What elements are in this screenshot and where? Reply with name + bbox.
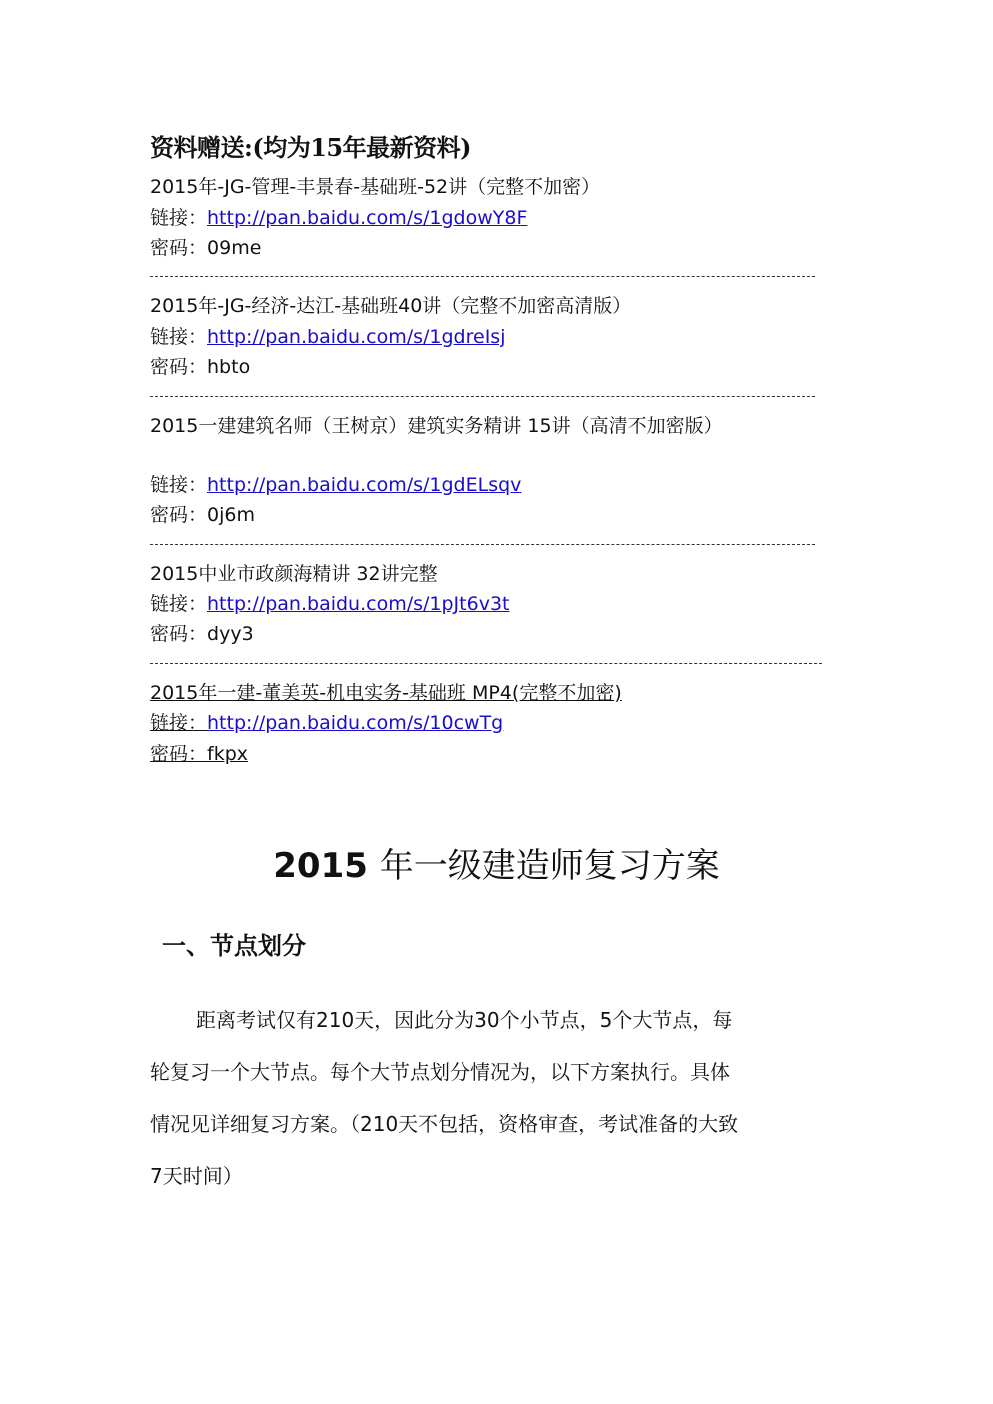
gift-section-title: 资料赠送:(均为15年最新资料) (150, 133, 471, 162)
paragraph-line: 距离考试仅有210天，因此分为30个小节点，5个大节点，每 (196, 1008, 733, 1032)
resource-link-row (150, 322, 506, 352)
password-label: 密码： (150, 743, 208, 765)
resource-link[interactable]: http://pan.baidu.com/s/1gdELsqv (207, 474, 522, 496)
paragraph-line: 轮复习一个大节点。每个大节点划分情况为，以下方案执行。具体 (150, 1060, 730, 1084)
password-label: 密码： (150, 504, 208, 526)
password-label: 密码： (150, 237, 208, 259)
title-year: 2015 (273, 846, 368, 886)
link-label: 链接： (150, 593, 208, 615)
resource-link[interactable]: http://pan.baidu.com/s/1pJt6v3t (207, 593, 510, 615)
resource-title: 2015中业市政颜海精讲 32讲完整 (150, 563, 438, 585)
password-value: 0j6m (207, 504, 255, 526)
separator (150, 663, 822, 664)
resource-link-row (150, 203, 527, 233)
resource-password-row (150, 619, 254, 649)
separator (150, 396, 815, 397)
resource-password-row (150, 500, 255, 530)
paragraph-line: 7天时间） (150, 1164, 243, 1188)
resource-link[interactable]: http://pan.baidu.com/s/10cwTg (207, 712, 504, 734)
password-value: 09me (207, 237, 262, 259)
paragraph-line: 情况见详细复习方案。（210天不包括，资格审查，考试准备的大致 (150, 1112, 739, 1136)
section-heading: 一、节点划分 (162, 932, 306, 960)
resource-title: 2015一建建筑名师（王树京）建筑实务精讲 15讲（高清不加密版） (150, 415, 723, 437)
title-text: 年一级建造师复习方案 (379, 846, 720, 886)
resource-title: 2015年-JG-经济-达江-基础班40讲（完整不加密高清版） (150, 295, 632, 317)
link-label: 链接： (150, 712, 208, 734)
password-label: 密码： (150, 356, 208, 378)
resource-password-row (150, 739, 248, 769)
document-title (0, 838, 993, 887)
resource-password-row (150, 352, 250, 382)
resource-link-row (150, 589, 510, 619)
resource-link[interactable]: http://pan.baidu.com/s/1gdreIsj (207, 326, 506, 348)
resource-link-row (150, 470, 521, 500)
password-label: 密码： (150, 623, 208, 645)
link-label: 链接： (150, 326, 208, 348)
resource-link-row (150, 708, 503, 738)
resource-password-row (150, 233, 261, 263)
password-value: hbto (207, 356, 251, 378)
resource-title: 2015年一建-董美英-机电实务-基础班 MP4(完整不加密) (150, 682, 622, 704)
resource-link[interactable]: http://pan.baidu.com/s/1gdowY8F (207, 207, 528, 229)
separator (150, 276, 815, 277)
password-value: fkpx (207, 743, 249, 765)
link-label: 链接： (150, 207, 208, 229)
password-value: dyy3 (207, 623, 254, 645)
resource-title: 2015年-JG-管理-丰景春-基础班-52讲（完整不加密） (150, 176, 601, 198)
separator (150, 544, 815, 545)
link-label: 链接： (150, 474, 208, 496)
